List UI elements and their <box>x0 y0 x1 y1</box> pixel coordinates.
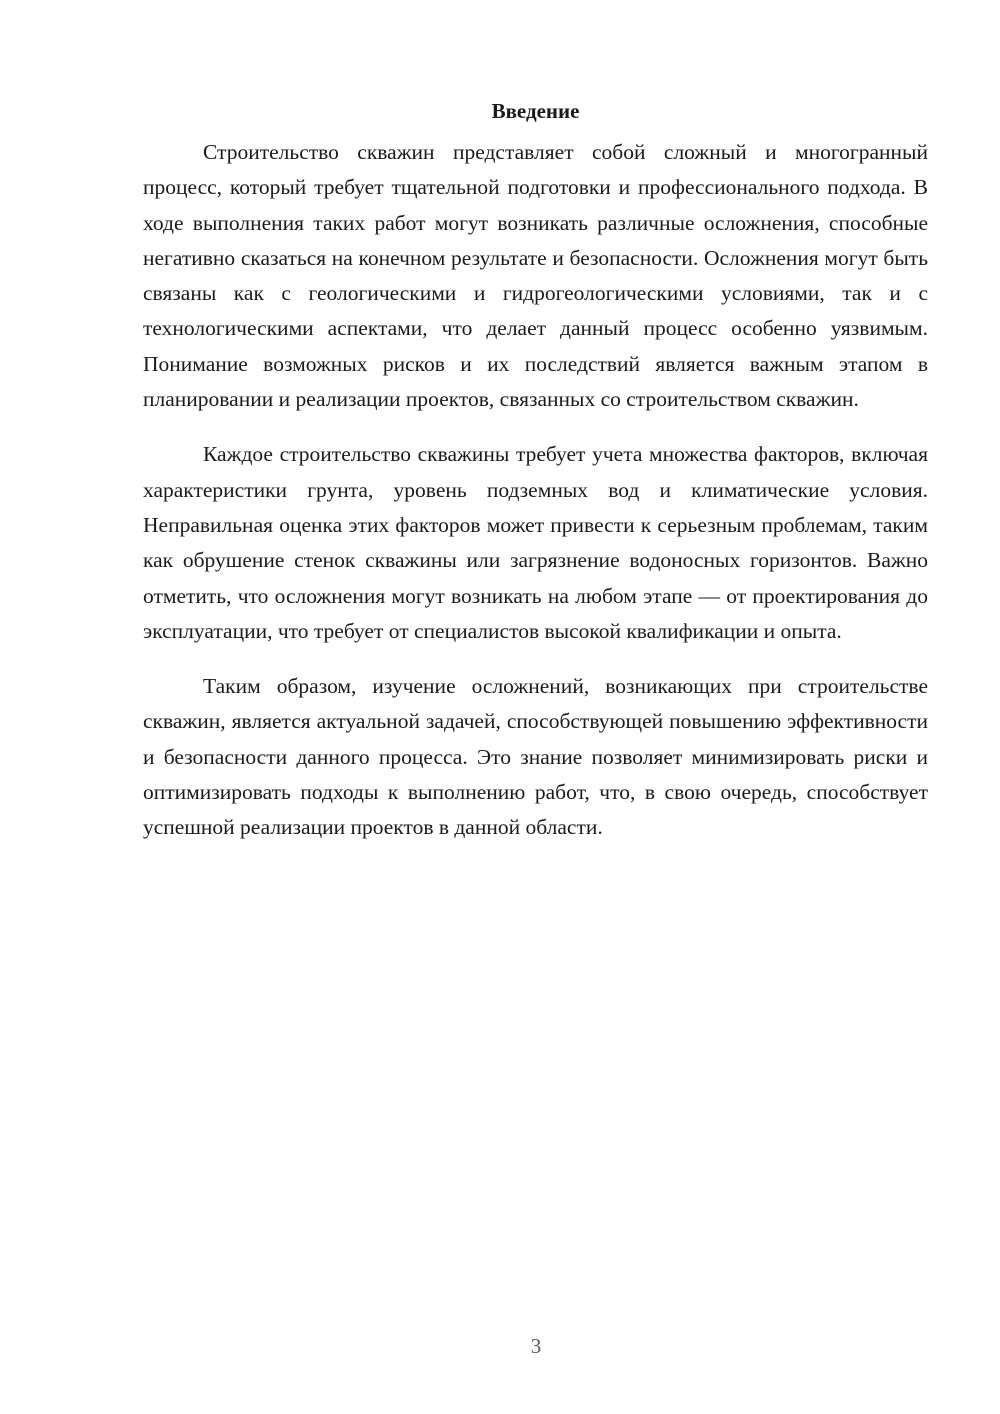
section-title: Введение <box>491 99 580 123</box>
page-content <box>143 96 928 866</box>
page-number: 3 <box>530 1334 542 1358</box>
paragraph-3: Таким образом, изучение осложнений, возникающих при строительстве скважин, является актуальной задачей, способствующей повышению эффективности и безопасности данного процесса. Это знание позволяет минимизировать риски и оптимизировать подходы к выполнению работ, что, в свою очередь, способствует успешной реализации проектов в данной области. <box>143 674 928 840</box>
paragraph-2: Каждое строительство скважины требует учета множества факторов, включая характеристики грунта, уровень подземных вод и климатические условия. Неправильная оценка этих факторов может привести к серьезным проблемам, таким как обрушение стенок скважины или загрязнение водоносных горизонтов. Важно отметить, что осложнения могут возникать на любом этапе — от проектирования до эксплуатации, что требует от специалистов высокой квалификации и опыта. <box>143 442 928 643</box>
paragraph-1: Строительство скважин представляет собой сложный и многогранный процесс, который требует тщательной подготовки и профессионального подхода. В ходе выполнения таких работ могут возникать различные осложнения, способные негативно сказаться на конечном результате и безопасности. Осложнения могут быть связаны как с геологическими и гидрогеологическими условиями, так и с технологическими аспектами, что делает данный процесс особенно уязвимым. Понимание возможных рисков и их последствий является важным этапом в планировании и реализации проектов, связанных со строительством скважин. <box>143 140 928 412</box>
